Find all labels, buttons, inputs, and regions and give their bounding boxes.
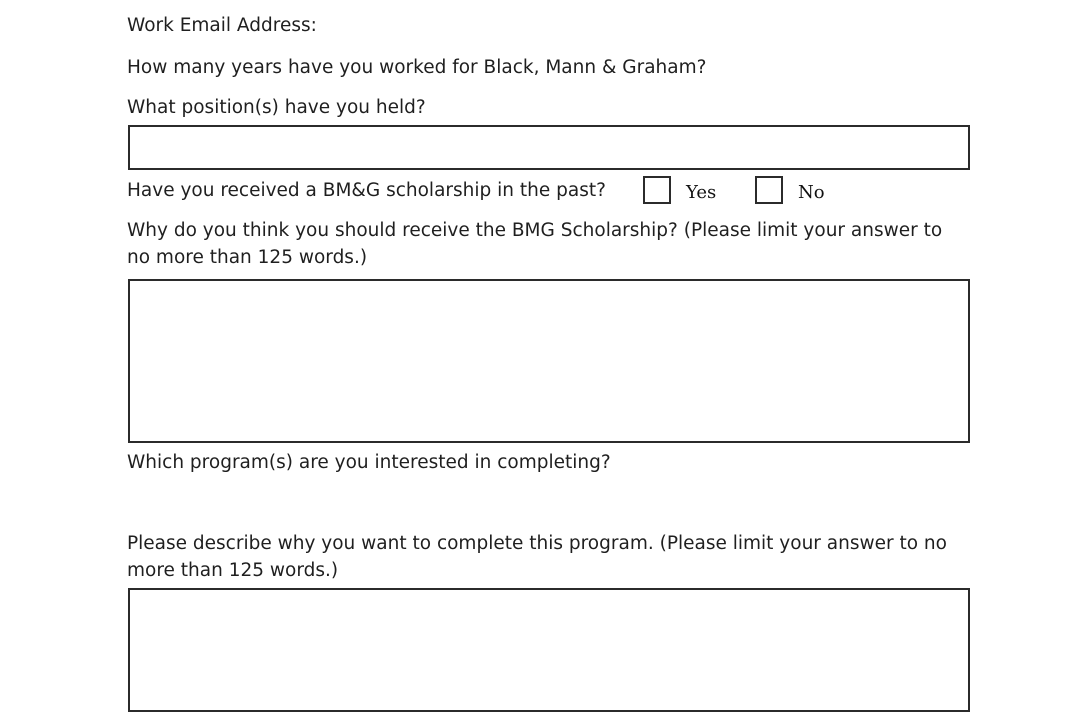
positions-held-field[interactable] <box>128 125 970 170</box>
years-worked-label: How many years have you worked for Black, Mann & Graham? <box>127 57 707 78</box>
why-receive-label: Why do you think you should receive the BMG Scholarship? (Please limit your answer to no more than 125 words.) <box>127 220 943 268</box>
why-program-field[interactable] <box>128 588 970 712</box>
yes-option-label: Yes <box>686 182 717 203</box>
why-receive-field[interactable] <box>128 279 970 443</box>
programs-interest-label: Which program(s) are you interested in completing? <box>127 452 611 473</box>
no-checkbox[interactable] <box>755 176 783 204</box>
work-email-label: Work Email Address: <box>127 15 317 36</box>
no-option-label: No <box>798 182 825 203</box>
scholarship-past-label: Have you received a BM&G scholarship in the past? <box>127 180 606 201</box>
positions-held-label: What position(s) have you held? <box>127 97 426 118</box>
yes-checkbox[interactable] <box>643 176 671 204</box>
why-program-label: Please describe why you want to complete this program. (Please limit your answer to no more than 125 words.) <box>127 533 947 581</box>
